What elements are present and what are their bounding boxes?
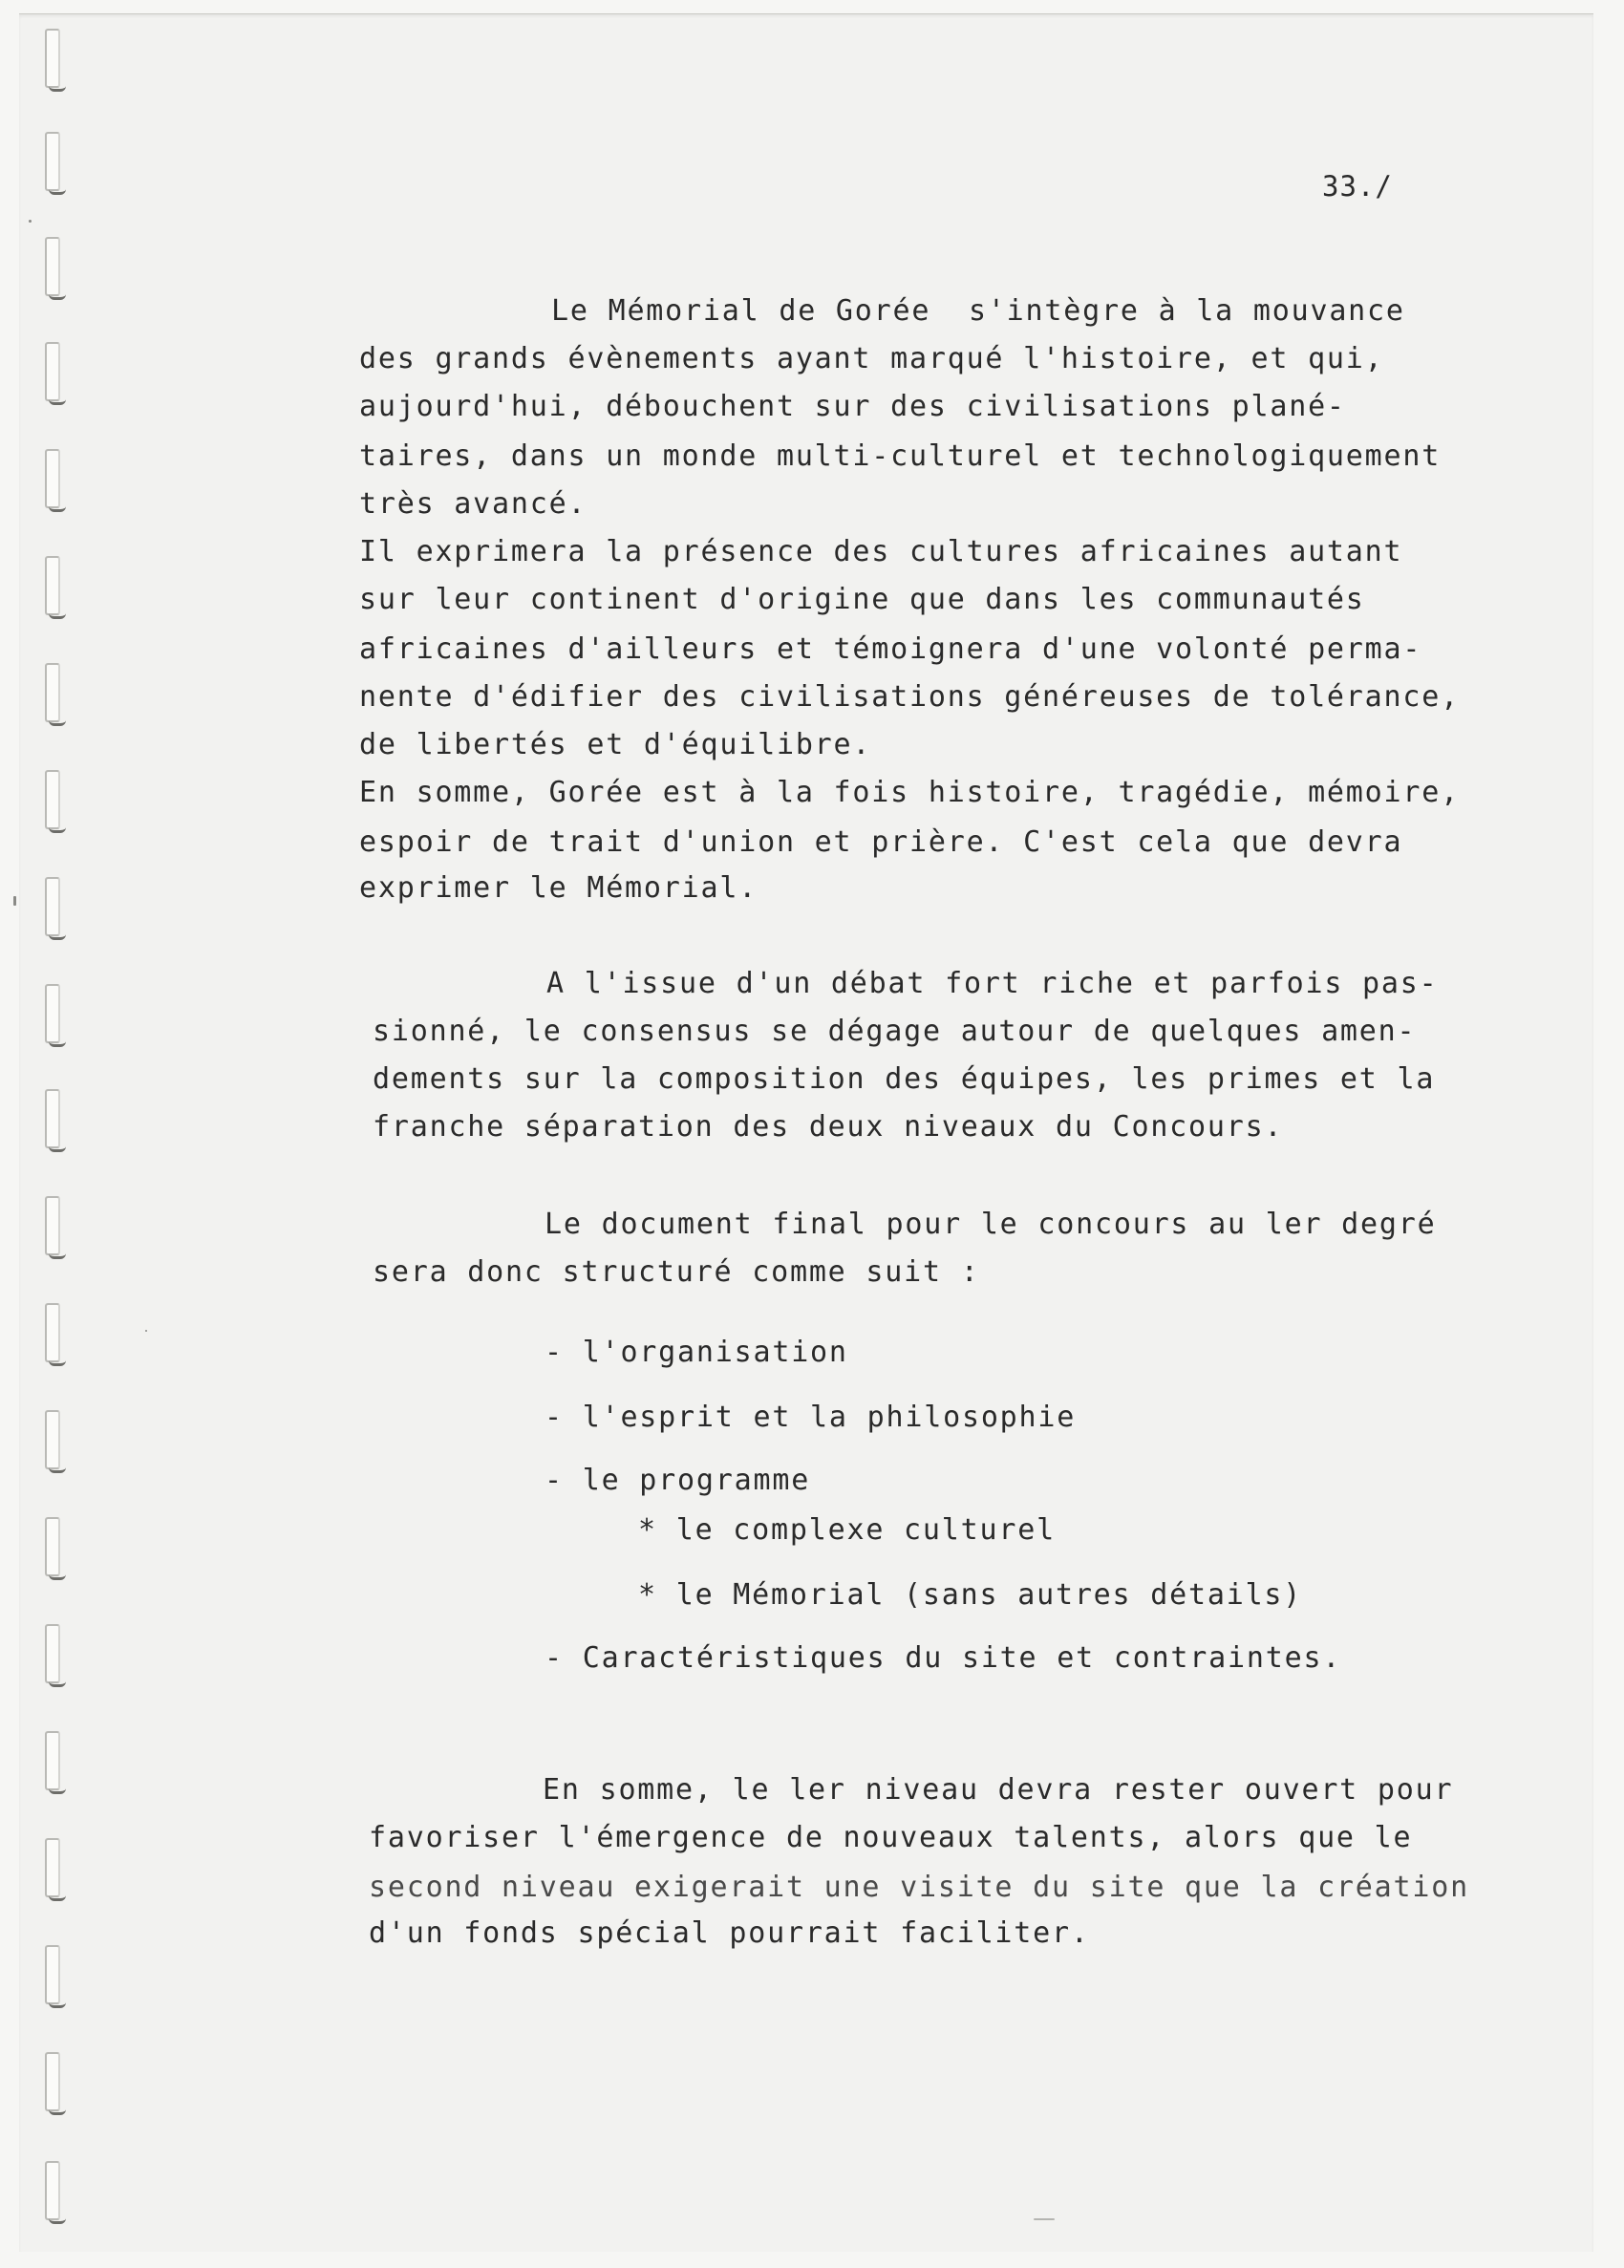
text-line: sera donc structuré comme suit : [373,1255,980,1289]
binding-hole [45,1410,60,1469]
sub-list-item: * le complexe culturel [638,1513,1056,1547]
text-line: Le document final pour le concours au ler degré [545,1208,1437,1241]
binding-hole [45,556,60,615]
text-line: Le Mémorial de Gorée s'intègre à la mouvance [551,294,1405,328]
binding-hole [45,1517,60,1576]
binding-hole [45,237,60,296]
binding-hole [45,984,60,1043]
text-line: favoriser l'émergence de nouveaux talents, alors que le [369,1821,1413,1854]
binding-hole [45,663,60,722]
sub-list-item: * le Mémorial (sans autres détails) [638,1578,1303,1612]
text-line: africaines d'ailleurs et témoignera d'une volonté perma- [359,632,1422,666]
text-line: A l'issue d'un débat fort riche et parfois pas- [546,967,1439,1000]
text-line: En somme, le ler niveau devra rester ouvert pour [543,1773,1454,1807]
text-line: espoir de trait d'union et prière. C'est cela que devra [359,825,1403,859]
binding-hole [45,132,60,191]
text-line: Il exprimera la présence des cultures africaines autant [359,535,1403,568]
list-item: - le programme [545,1464,811,1497]
list-item: - l'esprit et la philosophie [545,1401,1077,1434]
binding-hole [45,2161,60,2220]
text-line: sionné, le consensus se dégage autour de quelques amen- [373,1015,1417,1048]
text-line: d'un fonds spécial pourrait faciliter. [369,1916,1090,1950]
text-line: très avancé. [359,487,588,521]
binding-hole [45,29,60,88]
text-line: sur leur continent d'origine que dans les communautés [359,583,1365,616]
list-item: - l'organisation [545,1336,848,1369]
binding-hole [45,449,60,508]
text-line: second niveau exigerait une visite du site que la création [369,1871,1469,1904]
scan-speck [145,1330,147,1332]
text-line: de libertés et d'équilibre. [359,728,872,761]
text-line: nente d'édifier des civilisations généreuses de tolérance, [359,680,1460,714]
list-item: - Caractéristiques du site et contraintes. [545,1641,1342,1675]
text-line: En somme, Gorée est à la fois histoire, tragédie, mémoire, [359,776,1460,809]
text-line: dements sur la composition des équipes, les primes et la [373,1062,1436,1096]
binding-hole [45,1303,60,1362]
binding-hole [45,1731,60,1790]
scan-speck [29,220,32,223]
binding-hole [45,1089,60,1148]
binding-hole [45,2052,60,2111]
page-number: 33./ [1322,170,1393,203]
text-line: exprimer le Mémorial. [359,871,759,905]
binding-hole [45,1838,60,1897]
text-line: des grands évènements ayant marqué l'histoire, et qui, [359,342,1384,375]
binding-hole [45,877,60,936]
binding-hole [45,342,60,401]
text-line: taires, dans un monde multi-culturel et technologiquement [359,439,1442,473]
scan-speck [13,896,16,906]
binding-holes [45,0,70,2268]
text-line: aujourd'hui, débouchent sur des civilisations plané- [359,390,1346,423]
binding-hole [45,770,60,829]
scan-speck [1034,2218,1055,2220]
binding-hole [45,1945,60,2004]
text-line: franche séparation des deux niveaux du Concours. [373,1110,1284,1144]
binding-hole [45,1624,60,1683]
binding-hole [45,1196,60,1255]
